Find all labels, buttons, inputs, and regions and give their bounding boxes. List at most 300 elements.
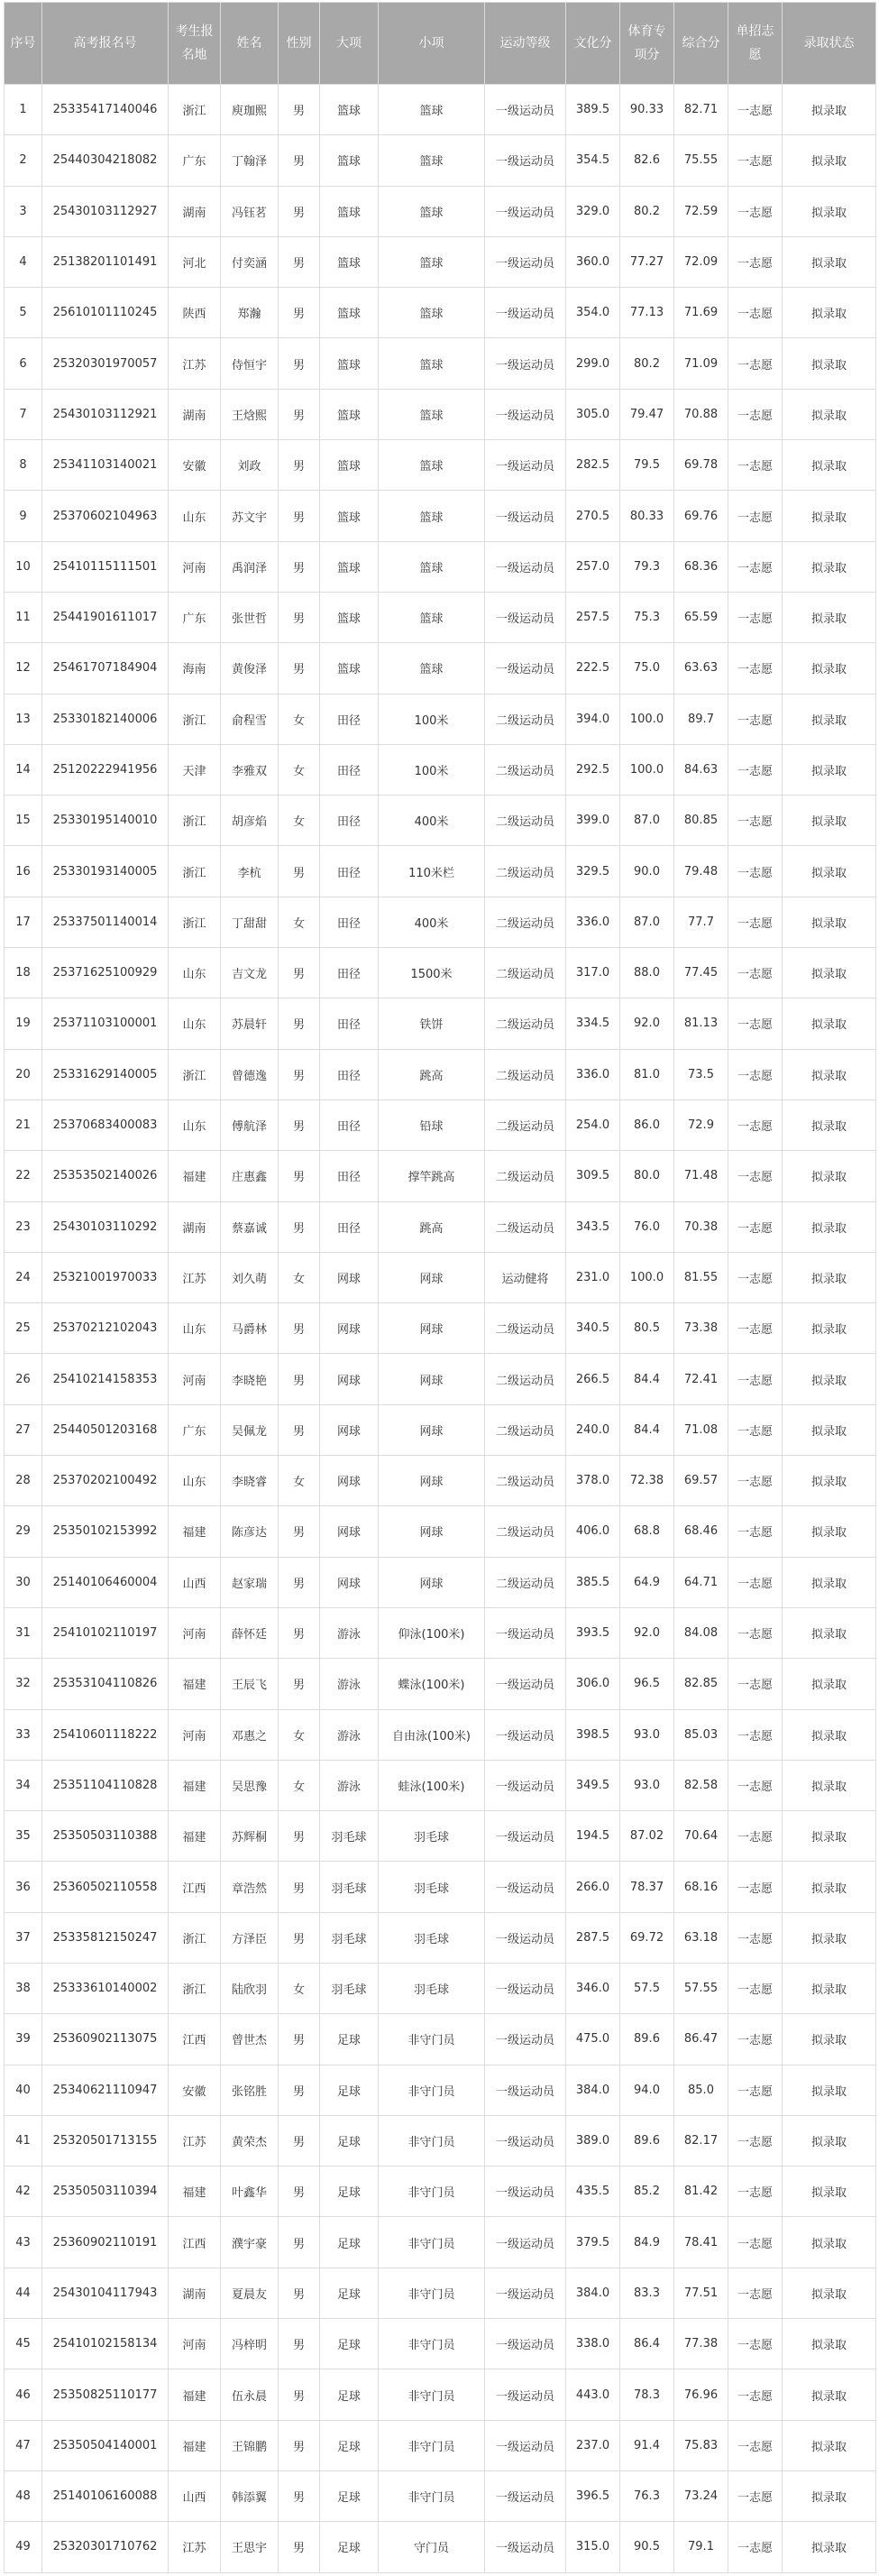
cell-total-score: 63.63 [674, 643, 728, 694]
cell-name: 吴思豫 [221, 1760, 279, 1810]
cell-gender: 女 [279, 1252, 320, 1302]
cell-event: 篮球 [379, 135, 485, 186]
cell-gender: 男 [279, 2369, 320, 2420]
cell-name: 冯梓明 [221, 2319, 279, 2369]
cell-exam-id: 25350102153992 [42, 1506, 169, 1557]
cell-level: 二级运动员 [485, 846, 566, 897]
table-row [5, 2217, 876, 2268]
table-row [5, 1659, 876, 1709]
cell-preference: 一志愿 [728, 998, 783, 1049]
cell-exam-id: 25321001970033 [42, 1252, 169, 1302]
cell-index: 39 [5, 2014, 42, 2065]
cell-level: 一级运动员 [485, 643, 566, 694]
cell-region: 福建 [169, 2369, 221, 2420]
cell-exam-id: 25330195140010 [42, 796, 169, 846]
cell-sport: 田径 [320, 998, 379, 1049]
table-row [5, 998, 876, 1049]
cell-status: 拟录取 [783, 1912, 876, 1963]
cell-preference: 一志愿 [728, 1557, 783, 1607]
cell-region: 浙江 [169, 846, 221, 897]
header-row [5, 3, 876, 85]
cell-event: 网球 [379, 1557, 485, 1607]
cell-event: 篮球 [379, 236, 485, 287]
cell-index: 43 [5, 2217, 42, 2268]
table-row [5, 643, 876, 694]
cell-preference: 一志愿 [728, 1912, 783, 1963]
col-header-sport: 大项 [320, 3, 379, 85]
cell-event: 非守门员 [379, 2115, 485, 2166]
cell-preference: 一志愿 [728, 2014, 783, 2065]
cell-total-score: 75.83 [674, 2420, 728, 2470]
cell-name: 韩添翼 [221, 2470, 279, 2521]
cell-event: 羽毛球 [379, 1811, 485, 1862]
cell-culture-score: 399.0 [566, 796, 620, 846]
cell-exam-id: 25140106460004 [42, 1557, 169, 1607]
cell-name: 丁翰泽 [221, 135, 279, 186]
table-row [5, 1049, 876, 1099]
cell-preference: 一志愿 [728, 846, 783, 897]
cell-status: 拟录取 [783, 744, 876, 795]
table-row [5, 2115, 876, 2166]
cell-name: 胡彦焰 [221, 796, 279, 846]
cell-exam-id: 25341103140021 [42, 440, 169, 491]
cell-sport-score: 84.4 [620, 1354, 674, 1404]
cell-sport: 游泳 [320, 1760, 379, 1810]
cell-event: 篮球 [379, 541, 485, 592]
cell-total-score: 73.24 [674, 2470, 728, 2521]
cell-sport: 网球 [320, 1252, 379, 1302]
table-row [5, 186, 876, 236]
cell-level: 二级运动员 [485, 1456, 566, 1506]
cell-index: 29 [5, 1506, 42, 1557]
cell-event: 铁饼 [379, 998, 485, 1049]
cell-exam-id: 25333610140002 [42, 1963, 169, 2013]
cell-index: 24 [5, 1252, 42, 1302]
cell-index: 46 [5, 2369, 42, 2420]
cell-exam-id: 25138201101491 [42, 236, 169, 287]
cell-index: 44 [5, 2268, 42, 2318]
cell-event: 篮球 [379, 440, 485, 491]
cell-exam-id: 25610101110245 [42, 288, 169, 338]
cell-name: 方泽臣 [221, 1912, 279, 1963]
cell-event: 篮球 [379, 338, 485, 389]
cell-index: 17 [5, 897, 42, 947]
cell-exam-id: 25370683400083 [42, 1099, 169, 1150]
cell-level: 二级运动员 [485, 1303, 566, 1354]
cell-level: 二级运动员 [485, 1354, 566, 1404]
cell-sport: 网球 [320, 1303, 379, 1354]
cell-region: 湖南 [169, 1201, 221, 1252]
table-row [5, 1912, 876, 1963]
cell-sport-score: 85.2 [620, 2167, 674, 2217]
cell-region: 河南 [169, 541, 221, 592]
cell-name: 俞程雪 [221, 694, 279, 744]
cell-status: 拟录取 [783, 1201, 876, 1252]
cell-status: 拟录取 [783, 2217, 876, 2268]
cell-exam-id: 25337501140014 [42, 897, 169, 947]
cell-index: 16 [5, 846, 42, 897]
cell-event: 非守门员 [379, 2217, 485, 2268]
cell-culture-score: 443.0 [566, 2369, 620, 2420]
cell-exam-id: 25360502110558 [42, 1862, 169, 1912]
cell-gender: 男 [279, 1354, 320, 1404]
cell-sport-score: 86.0 [620, 1099, 674, 1150]
cell-index: 49 [5, 2522, 42, 2572]
table-row [5, 1456, 876, 1506]
cell-sport: 田径 [320, 846, 379, 897]
cell-region: 浙江 [169, 85, 221, 135]
cell-sport: 羽毛球 [320, 1963, 379, 2013]
cell-status: 拟录取 [783, 85, 876, 135]
cell-sport-score: 79.5 [620, 440, 674, 491]
cell-status: 拟录取 [783, 2115, 876, 2166]
cell-index: 23 [5, 1201, 42, 1252]
cell-culture-score: 338.0 [566, 2319, 620, 2369]
cell-status: 拟录取 [783, 2522, 876, 2572]
cell-status: 拟录取 [783, 491, 876, 541]
table-row [5, 1709, 876, 1760]
table-row [5, 491, 876, 541]
cell-level: 一级运动员 [485, 1811, 566, 1862]
cell-name: 苏辉桐 [221, 1811, 279, 1862]
col-header-gender: 性别 [279, 3, 320, 85]
table-row [5, 1811, 876, 1862]
cell-preference: 一志愿 [728, 440, 783, 491]
cell-culture-score: 393.5 [566, 1607, 620, 1658]
cell-preference: 一志愿 [728, 2522, 783, 2572]
cell-culture-score: 360.0 [566, 236, 620, 287]
cell-index: 20 [5, 1049, 42, 1099]
cell-sport-score: 75.0 [620, 643, 674, 694]
cell-region: 福建 [169, 2167, 221, 2217]
cell-sport-score: 69.72 [620, 1912, 674, 1963]
cell-sport: 网球 [320, 1354, 379, 1404]
table-row [5, 2420, 876, 2470]
cell-event: 羽毛球 [379, 1862, 485, 1912]
table-row [5, 1963, 876, 2013]
cell-sport-score: 93.0 [620, 1709, 674, 1760]
cell-level: 一级运动员 [485, 2369, 566, 2420]
cell-exam-id: 25331629140005 [42, 1049, 169, 1099]
cell-exam-id: 25430103112927 [42, 186, 169, 236]
cell-region: 江苏 [169, 2522, 221, 2572]
cell-sport: 游泳 [320, 1607, 379, 1658]
cell-gender: 男 [279, 338, 320, 389]
cell-gender: 女 [279, 897, 320, 947]
cell-index: 40 [5, 2065, 42, 2115]
cell-status: 拟录取 [783, 897, 876, 947]
cell-name: 吉文龙 [221, 948, 279, 998]
cell-sport: 足球 [320, 2470, 379, 2521]
cell-culture-score: 309.5 [566, 1151, 620, 1201]
cell-event: 110米栏 [379, 846, 485, 897]
cell-name: 赵家瑞 [221, 1557, 279, 1607]
cell-sport: 足球 [320, 2319, 379, 2369]
cell-culture-score: 354.5 [566, 135, 620, 186]
cell-preference: 一志愿 [728, 338, 783, 389]
cell-gender: 男 [279, 2420, 320, 2470]
cell-name: 李晓艳 [221, 1354, 279, 1404]
col-header-preference: 单招志愿 [728, 3, 783, 85]
cell-exam-id: 25350504140001 [42, 2420, 169, 2470]
cell-event: 非守门员 [379, 2470, 485, 2521]
cell-gender: 男 [279, 846, 320, 897]
cell-exam-id: 25320501713155 [42, 2115, 169, 2166]
col-header-culture-score: 文化分 [566, 3, 620, 85]
cell-region: 福建 [169, 2420, 221, 2470]
cell-gender: 男 [279, 2014, 320, 2065]
cell-level: 一级运动员 [485, 338, 566, 389]
cell-name: 曾德逸 [221, 1049, 279, 1099]
cell-sport: 篮球 [320, 389, 379, 439]
cell-region: 山西 [169, 1557, 221, 1607]
cell-exam-id: 25371625100929 [42, 948, 169, 998]
cell-gender: 男 [279, 1404, 320, 1455]
cell-sport-score: 90.33 [620, 85, 674, 135]
cell-level: 一级运动员 [485, 592, 566, 642]
cell-index: 48 [5, 2470, 42, 2521]
cell-culture-score: 394.0 [566, 694, 620, 744]
cell-event: 篮球 [379, 491, 485, 541]
cell-total-score: 86.47 [674, 2014, 728, 2065]
cell-region: 陕西 [169, 288, 221, 338]
cell-culture-score: 270.5 [566, 491, 620, 541]
cell-sport: 网球 [320, 1557, 379, 1607]
table-row [5, 1760, 876, 1810]
cell-event: 羽毛球 [379, 1963, 485, 2013]
cell-culture-score: 384.0 [566, 2268, 620, 2318]
cell-status: 拟录取 [783, 2420, 876, 2470]
cell-gender: 男 [279, 2268, 320, 2318]
cell-name: 刘久萌 [221, 1252, 279, 1302]
cell-preference: 一志愿 [728, 288, 783, 338]
col-header-level: 运动等级 [485, 3, 566, 85]
col-header-total-score: 综合分 [674, 3, 728, 85]
cell-status: 拟录取 [783, 2167, 876, 2217]
cell-sport: 足球 [320, 2522, 379, 2572]
cell-preference: 一志愿 [728, 236, 783, 287]
cell-status: 拟录取 [783, 1607, 876, 1658]
cell-gender: 男 [279, 2115, 320, 2166]
cell-event: 铅球 [379, 1099, 485, 1150]
cell-status: 拟录取 [783, 2065, 876, 2115]
cell-level: 二级运动员 [485, 1557, 566, 1607]
cell-name: 庄惠鑫 [221, 1151, 279, 1201]
cell-status: 拟录取 [783, 1862, 876, 1912]
cell-gender: 女 [279, 1456, 320, 1506]
cell-status: 拟录取 [783, 1963, 876, 2013]
col-header-name: 姓名 [221, 3, 279, 85]
cell-status: 拟录取 [783, 541, 876, 592]
table-row [5, 1862, 876, 1912]
cell-index: 28 [5, 1456, 42, 1506]
cell-total-score: 81.13 [674, 998, 728, 1049]
cell-exam-id: 25350825110177 [42, 2369, 169, 2420]
cell-status: 拟录取 [783, 846, 876, 897]
cell-preference: 一志愿 [728, 2217, 783, 2268]
cell-status: 拟录取 [783, 592, 876, 642]
table-row [5, 135, 876, 186]
cell-total-score: 73.38 [674, 1303, 728, 1354]
cell-preference: 一志愿 [728, 1303, 783, 1354]
cell-index: 41 [5, 2115, 42, 2166]
cell-name: 章浩然 [221, 1862, 279, 1912]
cell-exam-id: 25320301710762 [42, 2522, 169, 2572]
cell-region: 河南 [169, 1709, 221, 1760]
table-row [5, 2369, 876, 2420]
cell-event: 100米 [379, 694, 485, 744]
cell-sport: 田径 [320, 1151, 379, 1201]
cell-gender: 男 [279, 1151, 320, 1201]
cell-index: 13 [5, 694, 42, 744]
cell-region: 海南 [169, 643, 221, 694]
cell-index: 12 [5, 643, 42, 694]
cell-culture-score: 435.5 [566, 2167, 620, 2217]
cell-level: 二级运动员 [485, 1049, 566, 1099]
cell-level: 一级运动员 [485, 1659, 566, 1709]
cell-sport-score: 77.13 [620, 288, 674, 338]
cell-region: 福建 [169, 1811, 221, 1862]
cell-name: 张铭胜 [221, 2065, 279, 2115]
cell-event: 仰泳(100米) [379, 1607, 485, 1658]
table-row [5, 694, 876, 744]
cell-total-score: 57.55 [674, 1963, 728, 2013]
cell-total-score: 82.58 [674, 1760, 728, 1810]
cell-name: 李晓睿 [221, 1456, 279, 1506]
cell-total-score: 71.48 [674, 1151, 728, 1201]
cell-name: 邓惠之 [221, 1709, 279, 1760]
cell-culture-score: 231.0 [566, 1252, 620, 1302]
cell-sport-score: 80.33 [620, 491, 674, 541]
cell-exam-id: 25371103100001 [42, 998, 169, 1049]
cell-gender: 男 [279, 1201, 320, 1252]
cell-level: 一级运动员 [485, 288, 566, 338]
cell-region: 安徽 [169, 2065, 221, 2115]
cell-event: 蝶泳(100米) [379, 1659, 485, 1709]
cell-exam-id: 25440304218082 [42, 135, 169, 186]
cell-sport: 篮球 [320, 440, 379, 491]
cell-total-score: 71.09 [674, 338, 728, 389]
cell-region: 江苏 [169, 338, 221, 389]
table-row [5, 389, 876, 439]
cell-name: 濮宇豪 [221, 2217, 279, 2268]
cell-sport: 篮球 [320, 135, 379, 186]
cell-sport: 篮球 [320, 491, 379, 541]
cell-preference: 一志愿 [728, 1760, 783, 1810]
cell-level: 二级运动员 [485, 1404, 566, 1455]
cell-sport: 网球 [320, 1506, 379, 1557]
cell-sport: 足球 [320, 2065, 379, 2115]
cell-sport-score: 94.0 [620, 2065, 674, 2115]
cell-name: 傅航泽 [221, 1099, 279, 1150]
cell-sport-score: 79.47 [620, 389, 674, 439]
cell-status: 拟录取 [783, 2268, 876, 2318]
cell-culture-score: 398.5 [566, 1709, 620, 1760]
cell-sport-score: 84.4 [620, 1404, 674, 1455]
cell-sport: 羽毛球 [320, 1912, 379, 1963]
cell-event: 网球 [379, 1354, 485, 1404]
cell-region: 河南 [169, 1354, 221, 1404]
cell-sport-score: 87.02 [620, 1811, 674, 1862]
cell-sport-score: 72.38 [620, 1456, 674, 1506]
cell-gender: 男 [279, 236, 320, 287]
cell-region: 浙江 [169, 796, 221, 846]
cell-level: 二级运动员 [485, 998, 566, 1049]
cell-total-score: 69.76 [674, 491, 728, 541]
cell-status: 拟录取 [783, 1404, 876, 1455]
cell-gender: 女 [279, 1760, 320, 1810]
cell-status: 拟录取 [783, 1049, 876, 1099]
col-header-sport-score: 体育专项分 [620, 3, 674, 85]
cell-preference: 一志愿 [728, 135, 783, 186]
cell-name: 王焓熙 [221, 389, 279, 439]
cell-name: 苏晨轩 [221, 998, 279, 1049]
cell-culture-score: 340.5 [566, 1303, 620, 1354]
cell-exam-id: 25410115111501 [42, 541, 169, 592]
cell-total-score: 65.59 [674, 592, 728, 642]
cell-gender: 男 [279, 288, 320, 338]
cell-gender: 男 [279, 2470, 320, 2521]
cell-preference: 一志愿 [728, 744, 783, 795]
table-body [5, 85, 876, 2573]
cell-event: 篮球 [379, 288, 485, 338]
cell-status: 拟录取 [783, 1456, 876, 1506]
cell-exam-id: 25351104110828 [42, 1760, 169, 1810]
cell-sport-score: 90.0 [620, 846, 674, 897]
cell-event: 跳高 [379, 1049, 485, 1099]
cell-preference: 一志愿 [728, 541, 783, 592]
col-header-exam-id: 高考报名号 [42, 3, 169, 85]
table-row [5, 1099, 876, 1150]
cell-index: 3 [5, 186, 42, 236]
cell-total-score: 69.57 [674, 1456, 728, 1506]
cell-sport: 篮球 [320, 236, 379, 287]
cell-name: 禹润泽 [221, 541, 279, 592]
cell-exam-id: 25353104110826 [42, 1659, 169, 1709]
cell-level: 一级运动员 [485, 491, 566, 541]
table-row [5, 236, 876, 287]
cell-sport-score: 64.9 [620, 1557, 674, 1607]
cell-sport-score: 79.3 [620, 541, 674, 592]
cell-sport-score: 75.3 [620, 592, 674, 642]
cell-gender: 男 [279, 389, 320, 439]
cell-index: 33 [5, 1709, 42, 1760]
cell-gender: 男 [279, 186, 320, 236]
cell-status: 拟录取 [783, 1709, 876, 1760]
cell-region: 山东 [169, 998, 221, 1049]
cell-culture-score: 306.0 [566, 1659, 620, 1709]
cell-status: 拟录取 [783, 338, 876, 389]
cell-name: 叶鑫华 [221, 2167, 279, 2217]
cell-preference: 一志愿 [728, 643, 783, 694]
cell-status: 拟录取 [783, 2369, 876, 2420]
cell-exam-id: 25120222941956 [42, 744, 169, 795]
cell-event: 100米 [379, 744, 485, 795]
table-row [5, 796, 876, 846]
cell-gender: 男 [279, 1607, 320, 1658]
cell-total-score: 77.7 [674, 897, 728, 947]
cell-gender: 男 [279, 643, 320, 694]
cell-name: 薛怀廷 [221, 1607, 279, 1658]
cell-sport: 游泳 [320, 1709, 379, 1760]
table-row [5, 1354, 876, 1404]
cell-gender: 女 [279, 1709, 320, 1760]
cell-exam-id: 25360902110191 [42, 2217, 169, 2268]
cell-status: 拟录取 [783, 1557, 876, 1607]
cell-culture-score: 329.0 [566, 186, 620, 236]
cell-status: 拟录取 [783, 948, 876, 998]
cell-preference: 一志愿 [728, 897, 783, 947]
